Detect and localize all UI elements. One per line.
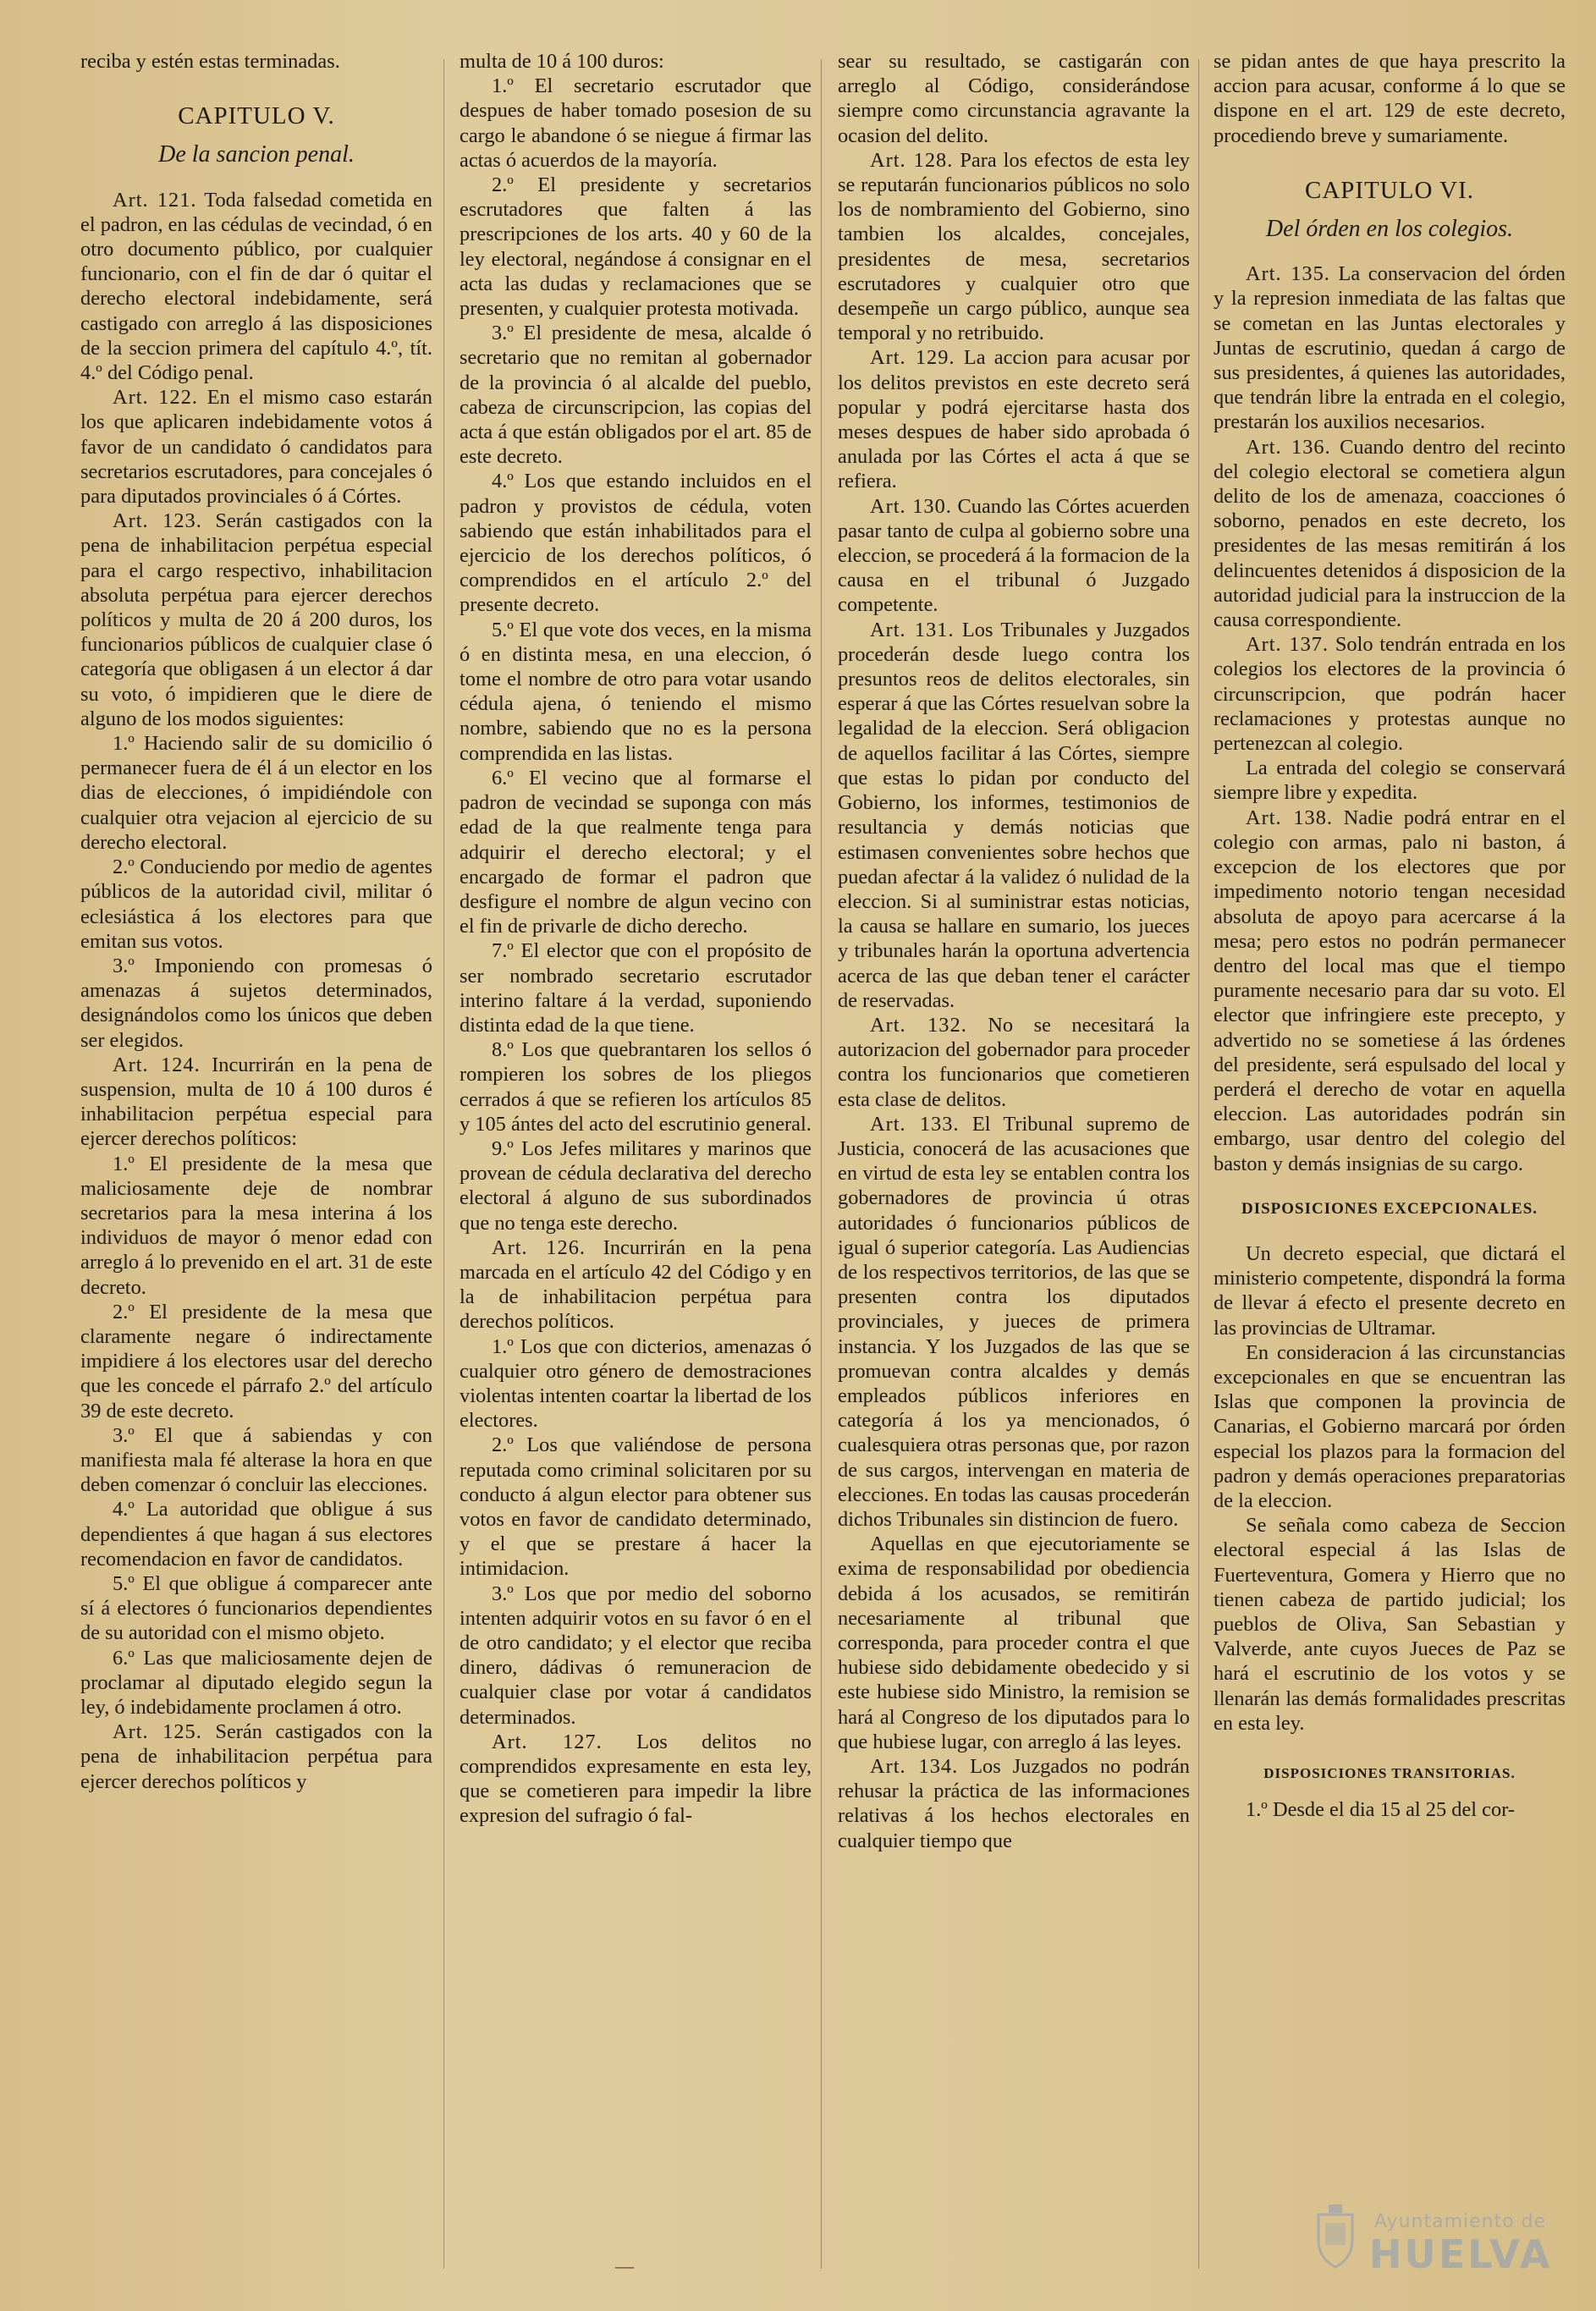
body-paragraph — [80, 1152, 432, 1300]
body-paragraph — [460, 1334, 812, 1433]
paragraph-text: El Tribunal supremo de Justicia, conocerá de las acusaciones que en virtud de esta ley se entablen contra los gobernadores de provincia ú otras autoridades ó funcionarios públicos de igual ó superior categoría. Las Audiencias de los respectivos territorios, de las que se presenten contra los diputados provinciales, y jueces de primera instancia. Y los Juzgados de las que se promuevan contra alcaldes y demás empleados públicos inferiores en categoría á los ya mencionados, ó cualesquiera otras personas que, por razon de sus cargos, intervengan en materia de elecciones. En todas las causas procederán dichos Tribunales sin distincion de fuero. — [838, 1112, 1190, 1531]
article-paragraph — [838, 148, 1190, 346]
article-number: Art. 134. — [870, 1755, 959, 1779]
chapter-subtitle: Del órden en los colegios. — [1265, 216, 1514, 243]
article-number: Art. 127. — [492, 1730, 603, 1753]
article-paragraph — [838, 345, 1190, 493]
article-paragraph — [80, 1719, 432, 1794]
paragraph-text: Los delitos no comprendidos expresamente en esta ley, que se cometieren para impedir la libre expresion del sufragio ó fal- — [460, 1730, 812, 1828]
paragraph-text: Toda falsedad cometida en el padron, en las cédulas de vecindad, ó en otro documento público, por cualquier funcionario, con el fin de dar ó quitar el derecho electoral indebidamente, será castigado con arreglo á las disposiciones de la seccion primera del capítulo 4.º, tít. 4.º del Código penal. — [80, 188, 432, 385]
body-paragraph — [1214, 1797, 1566, 1822]
article-number: Art. 133. — [870, 1112, 960, 1136]
paragraph-text: 3.º El presidente de mesa, alcalde ó secretario que no remitan al gobernador de la provincia ó al alcalde del pueblo, cabeza de circunscripcion, las copias del acta á que están obligados por el art. 85 de este decreto. — [460, 322, 812, 469]
article-paragraph — [1214, 261, 1566, 434]
paragraph-text: Serán castigados con la pena de inhabilitacion perpétua para ejercer derechos políticos y — [80, 1720, 432, 1793]
text-column-2 — [460, 49, 812, 1829]
body-paragraph — [460, 766, 812, 938]
body-paragraph — [80, 1300, 432, 1423]
paragraph-text: 4.º Los que estando incluidos en el padron y provistos de cédula, voten sabiendo que están inhabilitados para el ejercicio de los derechos políticos, ó comprendidos en el artículo 2.º del presente decreto. — [460, 470, 812, 617]
paragraph-text: 1.º Haciendo salir de su domicilio ó permanecer fuera de él á un elector en los dias de elecciones, ó impidiéndole con cualquier otra vejacion al ejercicio de su derecho electoral. — [80, 732, 432, 854]
article-number: Art. 132. — [870, 1013, 967, 1037]
paragraph-text: Los Tribunales y Juzgados procederán desde luego contra los presuntos reos de delitos electorales, sin esperar á que las Córtes resuelvan sobre la legalidad de la eleccion. Será obligacion de aquellos facilitar á las Córtes, siempre que estas lo pidan por conducto del Gobierno, los informes, testimonios de resultancia y demás noticias que estimasen convenientes sobre hechos que puedan afectar á la validez ó nulidad de la eleccion. Si al suministrar estas noticias, la causa se hallare en sumario, los jueces y tribunales harán la oportuna advertencia acerca de las que deban tener el carácter de reservadas. — [838, 618, 1190, 1012]
paragraph-text: 3.º Los que por medio del soborno intenten adquirir votos en su favor ó en el de otro candidato; y el elector que reciba dinero, dádivas ó remuneracion de cualquier clase por votar á candidatos determinados. — [460, 1582, 812, 1729]
watermark-line-2: HUELVA — [1369, 2231, 1553, 2277]
article-number: Art. 121. — [113, 188, 197, 212]
paragraph-text: Solo tendrán entrada en los colegios los electores de la provincia ó circunscripcion, que podrán hacer reclamaciones y protestas aunque no pertenezcan al colegio. — [1214, 633, 1566, 756]
body-paragraph — [838, 1532, 1190, 1754]
article-paragraph — [80, 188, 432, 386]
body-paragraph — [1214, 49, 1566, 148]
section-heading: DISPOSICIONES TRANSITORIAS. — [1263, 1765, 1516, 1781]
article-paragraph — [838, 1754, 1190, 1853]
body-paragraph — [460, 49, 812, 74]
paragraph-text: 3.º El que á sabiendas y con manifiesta mala fé alterase la hora en que deben comenzar ó concluir las elecciones. — [80, 1423, 432, 1497]
paragraph-text: 4.º La autoridad que obligue á sus dependientes á que hagan á sus electores recomendacion en favor de candidatos. — [80, 1498, 432, 1571]
paragraph-text: En el mismo caso estarán los que aplicaren indebidamente votos á favor de un candidato ó candidatos para secretarios escrutadores, para concejales ó para diputados provinciales ó á Córtes. — [80, 386, 432, 509]
body-paragraph — [460, 469, 812, 617]
article-number: Art. 136. — [1246, 435, 1331, 459]
paragraph-text: Un decreto especial, que dictará el ministerio competente, dispondrá la forma de llevar á efecto el presente decreto en las provincias de Ultramar. — [1214, 1241, 1566, 1340]
article-paragraph — [80, 385, 432, 509]
article-paragraph — [1214, 435, 1566, 633]
body-paragraph — [80, 1646, 432, 1720]
paragraph-text: Aquellas en que ejecutoriamente se exima de responsabilidad por obediencia debida á los acusados, se remitirán necesariamente al tribunal que corresponda, para proceder contra el que hubiese sido debidamente obedecido y si este hubiese sido Ministro, la remision se hará al Congreso de los diputados para lo que hubiese lugar, con arreglo á las leyes. — [838, 1532, 1190, 1753]
article-paragraph — [838, 1013, 1190, 1112]
body-paragraph — [80, 1497, 432, 1571]
body-paragraph — [80, 855, 432, 954]
paragraph-text: Cuando las Córtes acuerden pasar tanto de culpa al gobierno sobre una eleccion, se procederá á la formacion de la causa en el tribunal ó Juzgado competente. — [838, 494, 1190, 617]
article-paragraph — [838, 494, 1190, 618]
paragraph-text: Serán castigados con la pena de inhabilitacion perpétua especial para el cargo respectivo, inhabilitacion absoluta perpétua para ejercer derechos políticos y multa de 20 á 200 duros, los funcionarios públicos de cualquier clase ó categoría que obligasen á un elector á dar su voto, ó impidieren que le diere de alguno de los modos siguientes: — [80, 509, 432, 730]
paragraph-text: Se señala como cabeza de Seccion electoral especial á las Islas de Fuerteventura, Gomera y Hierro que no tienen cabeza de partido judicial; los pueblos de Oliva, San Sebastian y Valverde, ante cuyos Jueces de Paz se hará el escrutinio de los votos y se llenarán las demás formalidades prescritas en esta ley. — [1214, 1514, 1566, 1735]
paragraph-text: 8.º Los que quebrantaren los sellos ó rompieren los sobres de los pliegos cerrados á que se refieren los artículos 85 y 105 ántes del acto del escrutinio general. — [460, 1038, 812, 1136]
paragraph-text: Incurrirán en la pena marcada en el artículo 42 del Código y en la de inhabilitacion perpétua para derechos políticos. — [460, 1235, 812, 1334]
archive-watermark — [1308, 2203, 1562, 2279]
text-column-4 — [1214, 49, 1566, 1822]
article-number: Art. 126. — [492, 1235, 586, 1259]
article-number: Art. 123. — [113, 509, 202, 533]
body-paragraph — [460, 618, 812, 766]
body-paragraph — [460, 1136, 812, 1235]
article-number: Art. 124. — [113, 1053, 201, 1076]
body-paragraph — [460, 1037, 812, 1136]
paragraph-text: En consideracion á las circunstancias excepcionales en que se encuentran las Islas que componen la provincia de Canarias, el Gobierno marcará por órden especial los plazos para la formacion del padron y demás operaciones preparatorias de la eleccion. — [1214, 1340, 1566, 1512]
body-paragraph — [460, 321, 812, 469]
paragraph-text: 3.º Imponiendo con promesas ó amenazas á sujetos determinados, designándolos como los únicos que deben ser elegidos. — [80, 954, 432, 1052]
body-paragraph — [1214, 1340, 1566, 1513]
article-number: Art. 128. — [870, 148, 954, 172]
text-column-1 — [80, 49, 432, 1794]
chapter-heading: CAPITULO VI. — [1305, 176, 1474, 204]
body-paragraph — [80, 1423, 432, 1498]
paragraph-text: Cuando dentro del recinto del colegio electoral se cometiera algun delito de los de amenaza, coacciones ó soborno, penados en este decreto, los presidentes de las mesas remitirán á los delincuentes detenidos á disposicion de la autoridad judicial para la instruccion de la causa correspondiente. — [1214, 435, 1566, 632]
article-number: Art. 135. — [1246, 262, 1330, 286]
paragraph-text: reciba y estén estas terminadas. — [80, 50, 340, 73]
article-number: Art. 129. — [870, 346, 955, 370]
paragraph-text: 2.º Los que valiéndose de persona reputada como criminal solicitaren por su conducto á algun elector para obtener sus votos en favor de candidato determinado, y el que se prestare á hacer la intimidacion. — [460, 1433, 812, 1581]
paragraph-text: sear su resultado, se castigarán con arreglo al Código, considerándose siempre como circunstancia agravante la ocasion del delito. — [838, 50, 1190, 147]
chapter-subtitle: De la sancion penal. — [158, 141, 355, 168]
article-paragraph — [460, 1730, 812, 1829]
coat-of-arms-icon — [1312, 2203, 1359, 2270]
body-paragraph — [1214, 1241, 1566, 1340]
article-number: Art. 137. — [1246, 633, 1329, 657]
paragraph-text: 2.º El presidente y secretarios escrutadores que falten á las prescripciones de los arts. 40 y 60 de la ley electoral, negándose á consignar en el acta las dudas y reclamaciones que se presenten, y cualquier protesta motivada. — [460, 173, 812, 321]
paragraph-text: 5.º El que obligue á comparecer ante sí á electores ó funcionarios dependientes de su autoridad con el mismo objeto. — [80, 1571, 432, 1645]
paragraph-text: 1.º El secretario escrutador que despues de haber tomado posesion de su cargo le abandone ó se niegue á firmar las actas ó acuerdos de la mayoría. — [460, 74, 812, 172]
paragraph-text: 9.º Los Jefes militares y marinos que provean de cédula declarativa del derecho electoral á alguno de sus subordinados que no tenga este derecho. — [460, 1136, 812, 1235]
article-number: Art. 138. — [1246, 806, 1334, 829]
paragraph-text: 5.º El que vote dos veces, en la misma ó en distinta mesa, en una eleccion, ó tome el nombre de otro para votar usando cédula ajena, ó teniendo el mismo nombre, sabiendo que no es la persona comprendida en las listas. — [460, 618, 812, 765]
column-rule — [443, 59, 444, 2269]
article-paragraph — [80, 1053, 432, 1152]
paragraph-text: 1.º Los que con dicterios, amenazas ó cualquier otro género de demostraciones violentas intenten coartar la libertad de los electores. — [460, 1334, 812, 1433]
body-paragraph — [80, 954, 432, 1053]
paragraph-text: 1.º Desde el dia 15 al 25 del cor- — [1246, 1798, 1515, 1822]
body-paragraph — [460, 173, 812, 321]
paragraph-text: Para los efectos de esta ley se reputarán funcionarios públicos no solo los de nombramiento del Gobierno, sino tambien los alcaldes, concejales, presidentes de mesa, secretarios escrutadores y cualquier otro que desempeñe un cargo público, aunque sea temporal y no retribuido. — [838, 148, 1190, 345]
watermark-line-1: Ayuntamiento de — [1374, 2211, 1547, 2232]
chapter-heading: CAPITULO V. — [178, 102, 335, 130]
text-column-3 — [838, 49, 1190, 1853]
body-paragraph — [460, 1433, 812, 1581]
body-paragraph — [1214, 1513, 1566, 1736]
paragraph-text: La accion para acusar por los delitos previstos en este decreto será popular y podrá ejercitarse hasta dos meses despues de haber sido aprobada ó anulada por las Córtes el acta á que se refiera. — [838, 346, 1190, 493]
article-paragraph — [1214, 632, 1566, 756]
body-paragraph — [838, 49, 1190, 148]
column-rule — [1198, 59, 1199, 2269]
body-paragraph — [80, 731, 432, 855]
page-footer-mark: — — [615, 2255, 634, 2276]
body-paragraph — [460, 1582, 812, 1730]
paragraph-text: Nadie podrá entrar en el colegio con armas, palo ni baston, á excepcion de los electores que por impedimento notorio tengan necesidad absoluta de apoyo para acercarse á la mesa; pero estos no podrán permanecer dentro del local mas que el tiempo puramente necesario para dar su voto. El elector que infringiere este precepto, y advertido no se sometiese á las órdenes del presidente, será espulsado del local y perderá el derecho de votar en aquella eleccion. Las autoridades podrán sin embargo, usar dentro del colegio del baston y demás insignias de su cargo. — [1214, 806, 1566, 1175]
article-number: Art. 131. — [870, 618, 955, 641]
paragraph-text: 6.º El vecino que al formarse el padron de vecindad se suponga con más edad de la que realmente tenga para adquirir el derecho electoral; y el encargado de formar el padron que desfigure el nombre de algun vecino con el fin de privarle de dicho derecho. — [460, 766, 812, 938]
body-paragraph — [460, 74, 812, 173]
article-number: Art. 125. — [113, 1720, 202, 1744]
paragraph-text: La conservacion del órden y la represion inmediata de las faltas que se cometan en las Juntas electorales y Juntas de escrutinio, quedan á cargo de sus presidentes, á quienes las autoridades, que tendrán libre la entrada en el colegio, prestarán los auxilios necesarios. — [1214, 262, 1566, 434]
paragraph-text: 6.º Las que maliciosamente dejen de proclamar al diputado elegido segun la ley, ó indebidamente proclamen á otro. — [80, 1646, 432, 1719]
paragraph-text: 1.º El presidente de la mesa que maliciosamente deje de nombrar secretarios para la mesa interina á los individuos de mayor ó menor edad con arreglo á lo prevenido en el art. 31 de este decreto. — [80, 1152, 432, 1299]
column-rule — [821, 59, 822, 2269]
article-number: Art. 130. — [870, 494, 952, 518]
paragraph-text: 7.º El elector que con el propósito de ser nombrado secretario escrutador interino faltare á la verdad, suponiendo distinta edad de la que tiene. — [460, 939, 812, 1037]
paragraph-text: Incurrirán en la pena de suspension, multa de 10 á 100 duros é inhabilitacion perpétua especial para ejercer derechos políticos: — [80, 1053, 432, 1151]
body-paragraph — [80, 49, 432, 74]
article-paragraph — [838, 618, 1190, 1013]
paragraph-text: multa de 10 á 100 duros: — [460, 50, 664, 73]
section-heading: DISPOSICIONES EXCEPCIONALES. — [1241, 1199, 1538, 1218]
body-paragraph — [80, 1571, 432, 1646]
paragraph-text: 2.º El presidente de la mesa que claramente negare ó indirectamente impidiere á los electores usar del derecho que les concede el párrafo 2.º del artículo 39 de este decreto. — [80, 1300, 432, 1422]
paragraph-text: La entrada del colegio se conservará siempre libre y expedita. — [1214, 757, 1566, 805]
paragraph-text: se pidan antes de que haya prescrito la accion para acusar, conforme á lo que se dispone en el art. 129 de este decreto, procediendo breve y sumariamente. — [1214, 50, 1566, 147]
paragraph-text: No se necesitará la autorizacion del gobernador para proceder contra los funcionarios que cometieren esta clase de delitos. — [838, 1013, 1190, 1111]
article-paragraph — [838, 1112, 1190, 1532]
article-number: Art. 122. — [113, 386, 198, 410]
article-paragraph — [460, 1235, 812, 1334]
paragraph-text: Los Juzgados no podrán rehusar la práctica de las informaciones relativas á los hechos electorales en cualquier tiempo que — [838, 1755, 1190, 1852]
article-paragraph — [80, 509, 432, 731]
paragraph-text: 2.º Conduciendo por medio de agentes públicos de la autoridad civil, militar ó eclesiástica á los electores para que emitan sus votos. — [80, 856, 432, 953]
body-paragraph — [460, 938, 812, 1037]
body-paragraph — [1214, 756, 1566, 805]
article-paragraph — [1214, 806, 1566, 1176]
